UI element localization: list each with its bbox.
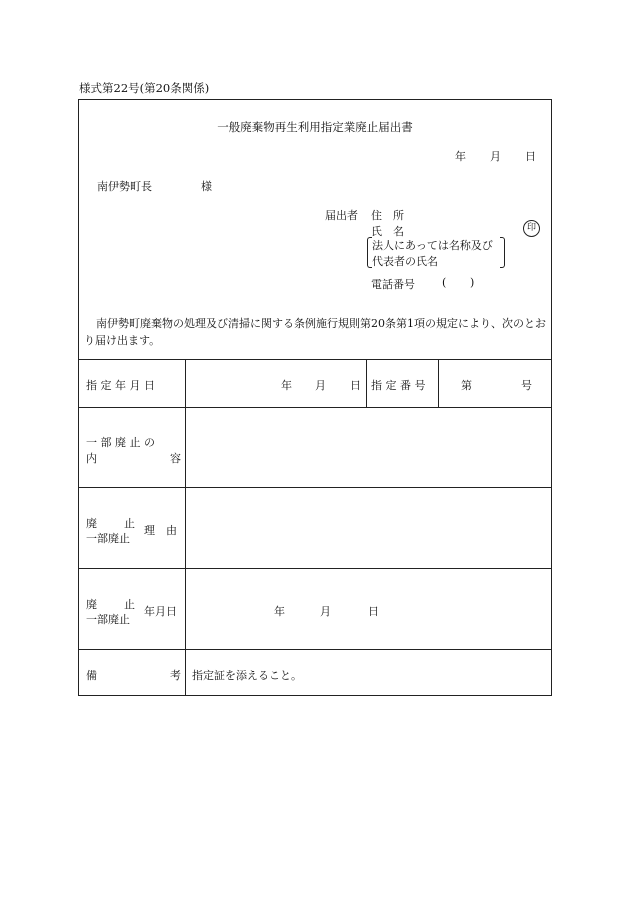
bracket-right [500,237,505,268]
addressee-honorific: 様 [201,180,212,193]
designation-no-divider-right [438,359,439,407]
form-title: 一般廃棄物再生利用指定業廃止届出書 [217,120,413,134]
designation-date-label: 指 定 年 月 日 [86,379,155,392]
reason-label-line1-end: 止 [124,517,135,530]
partial-content-label-line2-start: 内 [86,452,97,465]
row-divider-1 [78,407,552,408]
designation-no-prefix: 第 [461,379,472,392]
corporate-note-line2: 代表者の氏名 [372,255,438,268]
abolition-year: 年 [274,605,285,618]
phone-paren-open: ( [442,276,447,289]
abolition-date-label-line1-start: 廃 [86,598,97,611]
designation-no-divider-left [366,359,367,407]
phone-paren-close: ) [470,276,475,289]
name-label: 氏 名 [371,225,404,238]
abolition-day: 日 [368,605,379,618]
partial-content-label-line1: 一 部 廃 止 の [86,436,155,449]
remarks-value: 指定証を添えること。 [192,669,302,682]
date-year-label: 年 [455,150,466,163]
date-day-label: 日 [525,150,536,163]
corporate-note-line1: 法人にあっては名称及び [372,239,493,252]
reason-label-line1-start: 廃 [86,517,97,530]
table-top-line [78,359,552,360]
remarks-label-start: 備 [86,669,97,682]
row-divider-4 [78,649,552,650]
abolition-month: 月 [320,605,331,618]
abolition-date-label-line2: 一部廃止 [86,613,130,626]
label-column-divider [185,359,186,696]
phone-label: 電話番号 [371,278,415,291]
row-divider-3 [78,568,552,569]
reason-label-suffix: 理 由 [144,524,177,537]
row-divider-2 [78,487,552,488]
address-label: 住 所 [371,209,404,222]
designation-no-label: 指 定 番 号 [371,379,426,392]
applicant-label: 届出者 [325,209,358,222]
partial-content-label-line2-end: 容 [170,452,181,465]
designation-no-suffix: 号 [521,379,532,392]
date-month-label: 月 [490,150,501,163]
declaration-text: 南伊勢町廃棄物の処理及び清掃に関する条例施行規則第20条第1項の規定により、次のとおり届け出ます。 [84,317,546,347]
abolition-date-label-line1-end: 止 [124,598,135,611]
form-number-label: 様式第22号(第20条関係) [79,81,210,95]
remarks-label-end: 考 [170,669,181,682]
reason-label-line2: 一部廃止 [86,532,130,545]
seal-mark: 印 [523,220,540,237]
designation-year: 年 [281,379,292,392]
designation-month: 月 [315,379,326,392]
designation-day: 日 [350,379,361,392]
abolition-date-label-suffix: 年月日 [144,605,177,618]
addressee-name: 南伊勢町長 [97,180,152,193]
